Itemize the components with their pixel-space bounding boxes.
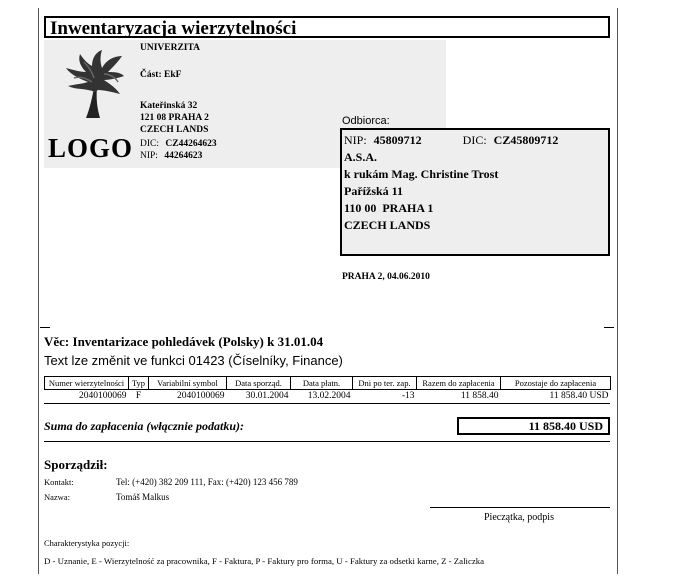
recipient-city: PRAHA 1 [382, 201, 434, 215]
subject-line: Věc: Inventarizace pohledávek (Polsky) k 31.01.04 [44, 334, 324, 349]
logo-text: LOGO [48, 133, 134, 163]
sender-nip-value: 44264623 [164, 151, 203, 161]
table-cell: 2040100069 [177, 391, 225, 401]
recipient-ids [342, 130, 608, 149]
name-label: Nazwa: [44, 492, 70, 502]
col-header: Typ [129, 377, 149, 390]
recipient-zip: 110 00 [344, 201, 377, 215]
fold-mark-right [604, 327, 614, 328]
place-date: PRAHA 2, 04.06.2010 [342, 272, 430, 282]
sender-zip-city: 121 08 PRAHA 2 [140, 113, 209, 123]
sender-dic-value: CZ44264623 [165, 139, 217, 149]
sum-value: 11 858.40 USD [457, 417, 610, 435]
sender-part: Část: EkF [140, 70, 182, 80]
table-cell: -13 [401, 391, 415, 401]
col-header: Pozostaje do zapłacenia [501, 377, 611, 390]
name-value: Tomáš Malkus [116, 492, 170, 502]
table-cell: 13.02.2004 [307, 391, 351, 401]
table-cell: 30.01.2004 [245, 391, 289, 401]
prepared-title: Sporządził: [44, 457, 108, 472]
table-cell: 2040100069 [79, 391, 127, 401]
col-header: Razem do zapłacenia [417, 377, 501, 390]
characteristics-title: Charakterystyka pozycji: [44, 538, 130, 548]
col-header: Dni po ter. zap. [353, 377, 417, 390]
tree-logo-icon [64, 48, 126, 120]
recipient-name: A.S.A. [344, 150, 378, 164]
recipient-label: Odbiorca: [342, 115, 390, 127]
sender-name: UNIVERZITA [140, 43, 201, 53]
recipient-zip-city [342, 200, 608, 217]
recipient-dic-label: DIC: [462, 133, 487, 147]
recipient-street: Pařížská 11 [344, 184, 403, 198]
sender-country: CZECH LANDS [140, 125, 209, 135]
col-header: Data sporząd. [227, 377, 291, 390]
edit-hint: Text lze změnit ve funkci 01423 (Číselníky, Finance) [44, 353, 343, 368]
table-cell: 11 858.40 [460, 391, 499, 401]
recipient-attention: k rukám Mag. Christine Trost [344, 167, 499, 181]
sender-dic-label: DIC: [140, 139, 159, 149]
sum-label: Suma do zapłacenia (włącznie podatku): [44, 419, 245, 433]
document-title: Inwentaryzacja wierzytelności [44, 16, 610, 38]
fold-mark-left [40, 327, 50, 328]
sender-dic [140, 139, 217, 150]
col-header: Numer wierzytelności [45, 377, 129, 390]
recipient-nip-label: NIP: [344, 133, 367, 147]
items-table [44, 376, 611, 402]
characteristics-text: D - Uznanie, E - Wierzytelność za pracownika, F - Faktura, P - Faktury pro forma, U - Faktury za odsetki karne, Z - Zaliczka [44, 556, 485, 566]
table-cell: F [135, 391, 142, 401]
contact-value: Tel: (+420) 382 209 111, Fax: (+420) 123 456 789 [116, 477, 298, 487]
table-row [45, 390, 611, 403]
signature-label: Pieczątka, podpis [484, 512, 554, 523]
sender-street: Kateřinská 32 [140, 101, 198, 111]
table-cell: 11 858.40 USD [549, 391, 609, 401]
recipient-country: CZECH LANDS [344, 218, 431, 232]
divider [44, 441, 610, 442]
divider [44, 403, 610, 404]
recipient-block [340, 128, 610, 256]
contact-label: Kontakt: [44, 477, 74, 487]
recipient-nip-value: 45809712 [373, 133, 422, 147]
sender-nip [140, 151, 202, 162]
signature-line [430, 507, 610, 508]
sender-nip-label: NIP: [140, 151, 158, 161]
recipient-dic-value: CZ45809712 [493, 133, 559, 147]
col-header: Data płatn. [291, 377, 353, 390]
table-header-row [45, 377, 611, 390]
col-header: Variabilní symbol [149, 377, 227, 390]
